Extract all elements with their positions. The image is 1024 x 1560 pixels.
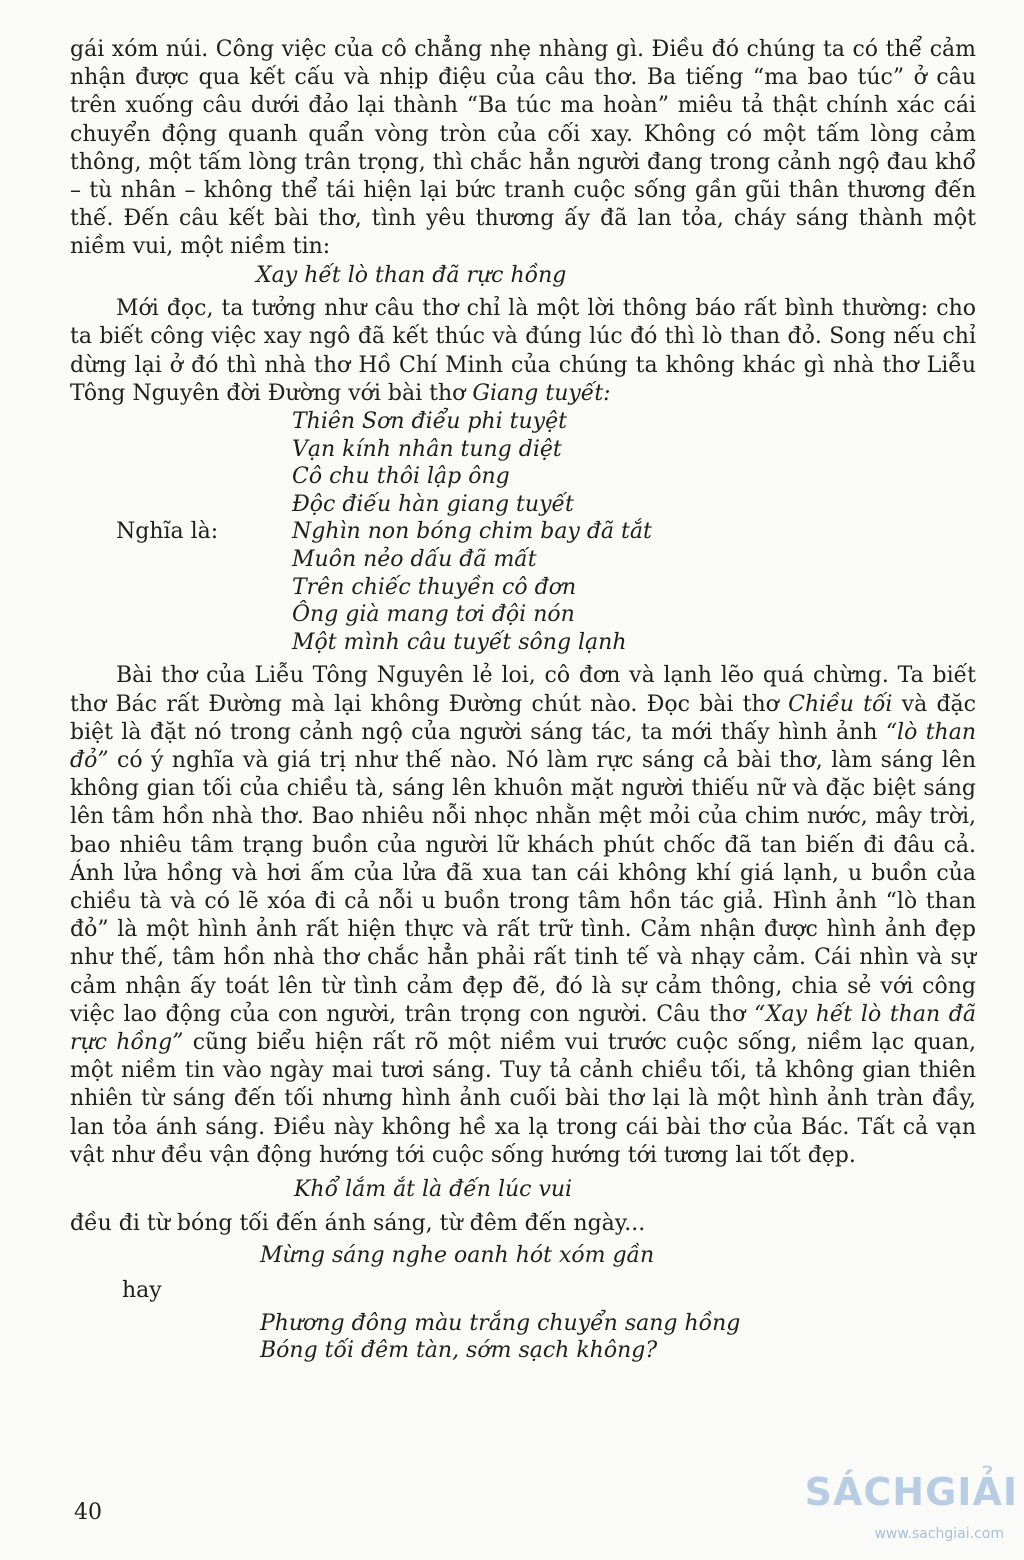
watermark-logo-text: SÁCHGIẢI xyxy=(804,1470,1018,1514)
verse-1 xyxy=(70,262,976,290)
translation-label: Nghĩa là: xyxy=(116,519,219,545)
watermark-logo xyxy=(788,1470,1018,1550)
page-content xyxy=(70,36,976,1365)
quote-xay-het: “Xay hết lò than đã rực hồng” xyxy=(70,1001,976,1056)
verse-4 xyxy=(70,1310,976,1365)
poem-line: Trên chiếc thuyền cô đơn xyxy=(292,574,577,600)
poem-title-chieu-toi: Chiều tối xyxy=(788,691,893,717)
verse-2 xyxy=(70,1176,976,1204)
poem-line: Độc điếu hàn giang tuyết xyxy=(292,491,574,517)
paragraph-3-text-a: Bài thơ của Liễu Tông Nguyên lẻ loi, cô đơn và lạnh lẽo quá chừng. Ta biết thơ Bác rất Đường mà lại không Đường chút nào. Đọc bài thơ xyxy=(70,663,976,717)
verse-line: Bóng tối đêm tàn, sớm sạch không? xyxy=(260,1338,658,1364)
verse-line: Xay hết lò than đã rực hồng xyxy=(256,262,567,288)
poem-line: Một mình câu tuyết sông lạnh xyxy=(292,629,627,655)
verse-3 xyxy=(70,1242,976,1270)
paragraph-3 xyxy=(70,662,976,1170)
verse-line: Mừng sáng nghe oanh hót xóm gần xyxy=(260,1242,655,1268)
poem-line: Thiên Sơn điểu phi tuyệt xyxy=(292,409,567,435)
watermark-url: www.sachgiai.com xyxy=(874,1526,1004,1542)
paragraph-3-text-c: có ý nghĩa và giá trị như thế nào. Nó làm rực sáng cả bài thơ, làm sáng lên không gian tối của chiều tà, sáng lên khuôn mặt người thiếu nữ và đặc biệt sáng lên tâm hồn nhà thơ. Bao nhiêu nỗi nhọc nhằn mệt mỏi của chim nước, mây trời, bao nhiêu tâm trạng buồn của người lữ khách phút chốc đã tan biến đi đâu cả. Ánh lửa hồng và hơi ấm của lửa đã xua tan cái không khí giá lạnh, u buồn của chiều tà và có lẽ xóa đi cả nỗi u buồn trong tâm hồn tác giả. Hình ảnh “lò than đỏ” là một hình ảnh rất hiện thực và rất trữ tình. Cảm nhận được hình ảnh đẹp như thế, tâm hồn nhà thơ chắc hẳn phải rất tinh tế và nhạy cảm. Cái nhìn và sự cảm nhận ấy toát lên từ tình cảm đẹp đẽ, đó là sự cảm thông, chia sẻ với công việc lao động của con người, trân trọng con người. Câu thơ xyxy=(70,747,976,1027)
paragraph-2 xyxy=(70,295,976,408)
poem-line: Muôn nẻo dấu đã mất xyxy=(292,547,537,572)
poem-line: Vạn kính nhân tung diệt xyxy=(292,436,562,462)
quote-lo-than-do: “lò than đỏ” xyxy=(70,719,977,773)
poem-original xyxy=(70,408,976,518)
poem-line: Ông già mang tơi đội nón xyxy=(292,602,575,628)
paragraph-1: gái xóm núi. Công việc của cô chẳng nhẹ nhàng gì. Điều đó chúng ta có thể cảm nhận được qua kết cấu và nhịp điệu của câu thơ. Ba tiếng “ma bao túc” ở câu trên xuống câu dưới đảo lại thành “Ba túc ma hoàn” miêu tả thật chính xác cái chuyển động quanh quẩn vòng tròn của cối xay. Không có một tấm lòng cảm thông, một tấm lòng trân trọng, thì chắc hẳn người đang trong cảnh ngộ đau khổ – tù nhân – không thể tái hiện lại bức tranh cuộc sống gần gũi thân thương đến thế. Đến câu kết bài thơ, tình yêu thương ấy đã lan tỏa, cháy sáng thành một niềm vui, một niềm tin: xyxy=(70,37,976,260)
poem-line: Nghìn non bóng chim bay đã tắt xyxy=(292,519,652,545)
poem-line: Cô chu thôi lập ông xyxy=(292,464,510,490)
page-number: 40 xyxy=(74,1500,102,1525)
paragraph-3-text-b: và đặc biệt là đặt nó trong cảnh ngộ của người sáng tác, ta mới thấy hình ảnh xyxy=(70,691,976,745)
hay-label: hay xyxy=(122,1278,162,1304)
connecting-line: đều đi từ bóng tối đến ánh sáng, từ đêm đến ngày... xyxy=(70,1210,646,1236)
paragraph-2-text: Mới đọc, ta tưởng như câu thơ chỉ là một lời thông báo rất bình thường: cho ta biết công việc xay ngô đã kết thúc và đúng lúc đó thì lò than đỏ. Song nếu chỉ dừng lại ở đó thì nhà thơ Hồ Chí Minh của chúng ta không khác gì nhà thơ Liễu Tông Nguyên đời Đường với bài thơ xyxy=(70,296,976,406)
verse-line: Khổ lắm ắt là đến lúc vui xyxy=(294,1177,573,1203)
paragraph-3-text-d: cũng biểu hiện rất rõ một niềm vui trước cuộc sống, niềm lạc quan, một niềm tin vào ngày mai tươi sáng. Tuy tả cảnh chiều tối, tả không gian thiên nhiên từ sáng đến tối nhưng hình ảnh cuối bài thơ lại là một hình ảnh tràn đầy, lan tỏa ánh sáng. Điều này không hề xa lạ trong cái bài thơ của Bác. Tất cả vạn vật như đều vận động hướng tới cuộc sống hướng tới tương lai tốt đẹp. xyxy=(70,1030,976,1168)
poem-title-giang-tuyet: Giang tuyết: xyxy=(472,380,611,406)
verse-line: Phương đông màu trắng chuyển sang hồng xyxy=(260,1310,741,1336)
